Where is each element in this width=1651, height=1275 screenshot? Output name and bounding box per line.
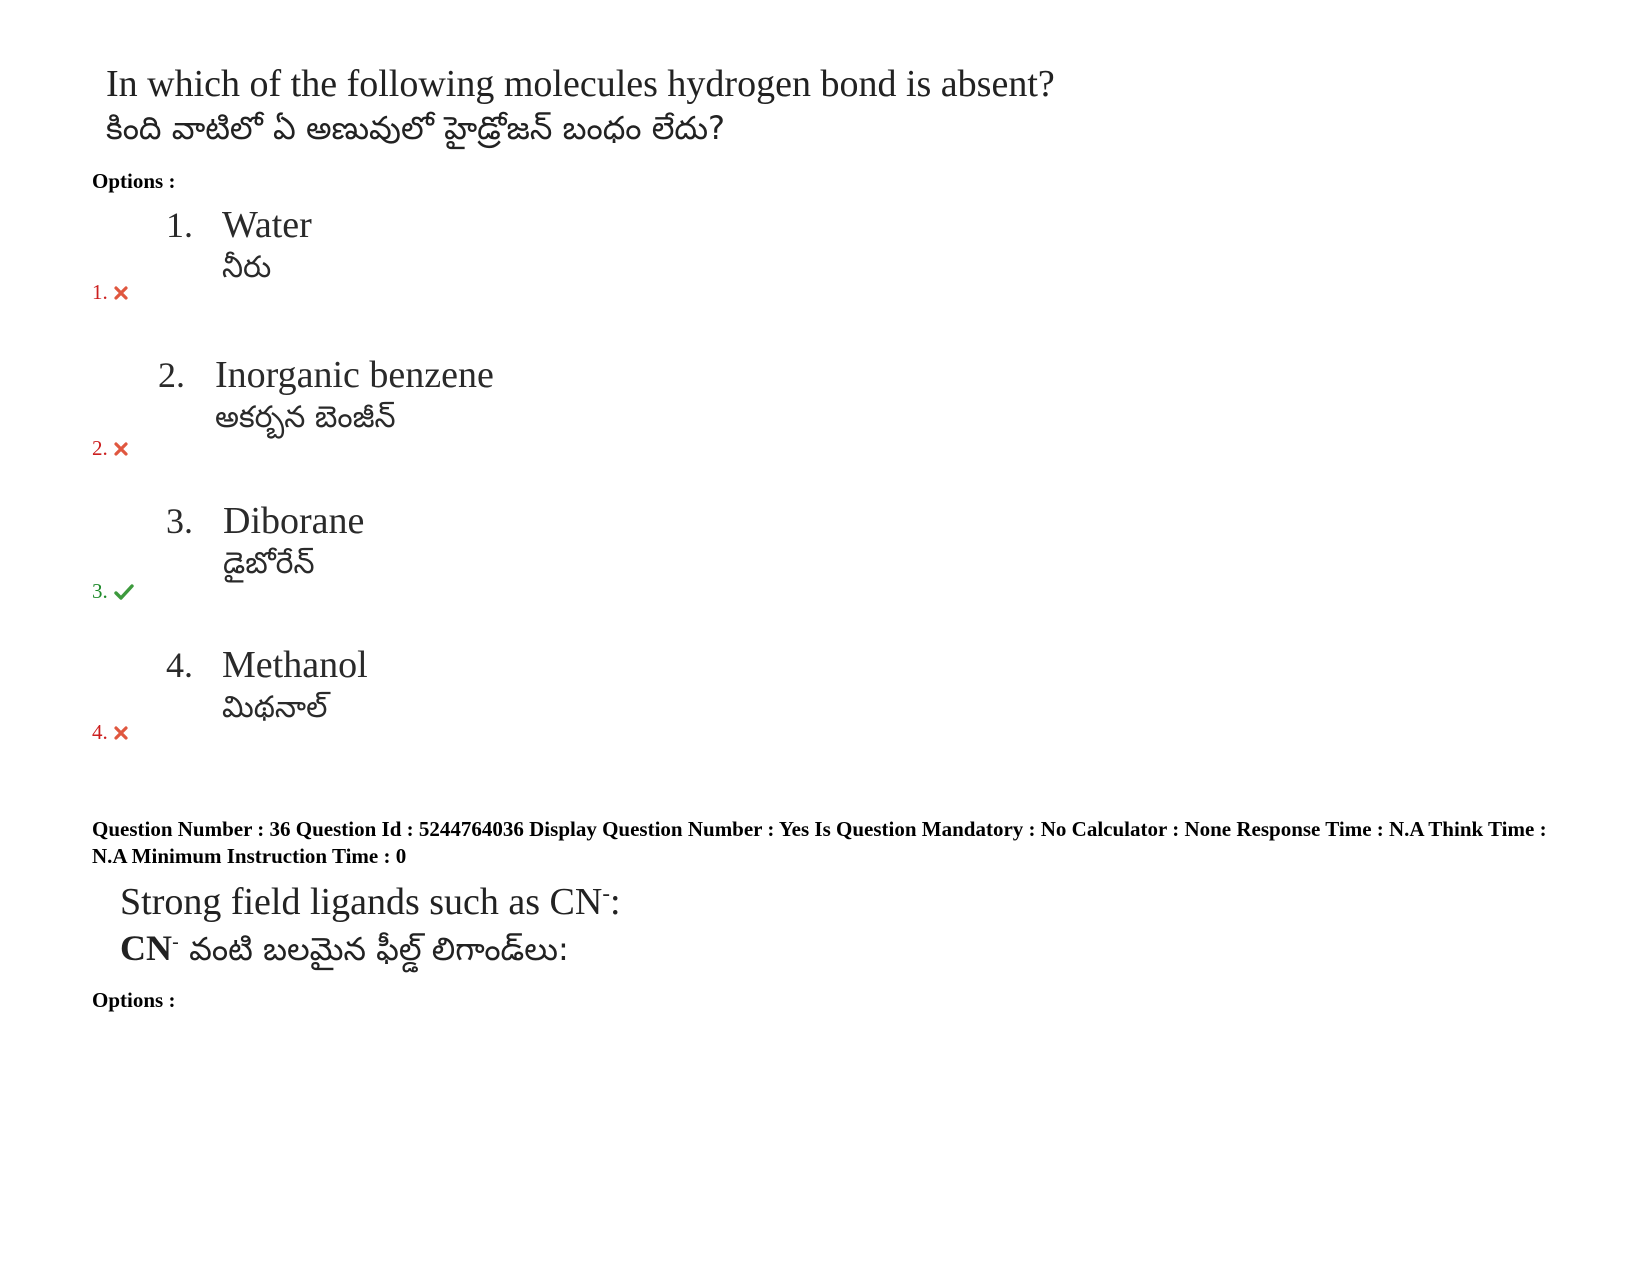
question-36-text-english — [120, 880, 621, 924]
option-3-marker-label: 3. — [92, 579, 108, 603]
cross-icon — [114, 286, 128, 300]
option-2-number: 2. — [158, 355, 185, 395]
option-4-marker — [92, 720, 128, 745]
cross-icon — [114, 726, 128, 740]
superscript-minus: - — [602, 880, 610, 906]
question-36-text-english-prefix: Strong field ligands such as CN — [120, 881, 603, 923]
option-3-marker — [92, 579, 134, 604]
option-2-marker-label: 2. — [92, 436, 108, 460]
options-label: Options : — [92, 169, 176, 193]
options-label-36: Options : — [92, 988, 176, 1012]
option-1-text-telugu: నీరు — [222, 250, 272, 285]
option-4-marker-label: 4. — [92, 720, 108, 744]
option-3-text-english: Diborane — [223, 500, 365, 542]
option-4-text-english: Methanol — [222, 644, 368, 686]
superscript-minus: - — [172, 930, 179, 954]
option-4-text-telugu: మిథనాల్ — [222, 690, 328, 725]
option-2-text-telugu: అకర్బన బెంజీన్ — [215, 400, 396, 435]
question-text-telugu: కింది వాటిలో ఏ అణువులో హైడ్రోజన్ బంధం లేదు? — [106, 109, 726, 147]
question-36-text-telugu-rest: వంటి బలమైన ఫీల్డ్ లిగాండ్‌లు: — [178, 930, 569, 968]
option-3-number: 3. — [166, 501, 193, 541]
check-icon — [114, 584, 134, 600]
option-1-number: 1. — [166, 205, 193, 245]
option-1-marker-label: 1. — [92, 280, 108, 304]
question-36-text-telugu — [120, 926, 569, 971]
cn-formula: CN — [120, 928, 172, 968]
option-3-text-telugu: డైబోరేన్ — [223, 546, 315, 581]
option-1-marker — [92, 280, 128, 305]
question-text-english: In which of the following molecules hydrogen bond is absent? — [106, 63, 1055, 105]
option-1-text-english: Water — [222, 204, 312, 246]
option-4-number: 4. — [166, 645, 193, 685]
option-2-marker — [92, 436, 128, 461]
cross-icon — [114, 442, 128, 456]
option-2-text-english: Inorganic benzene — [215, 354, 494, 396]
question-metadata: Question Number : 36 Question Id : 5244764036 Display Question Number : Yes Is Question Mandatory : No Calculator : None Response Time : N.A Think Time : N.A Minimum Instruction Time : 0 — [92, 817, 1547, 868]
question-36-text-english-suffix: : — [609, 881, 621, 923]
